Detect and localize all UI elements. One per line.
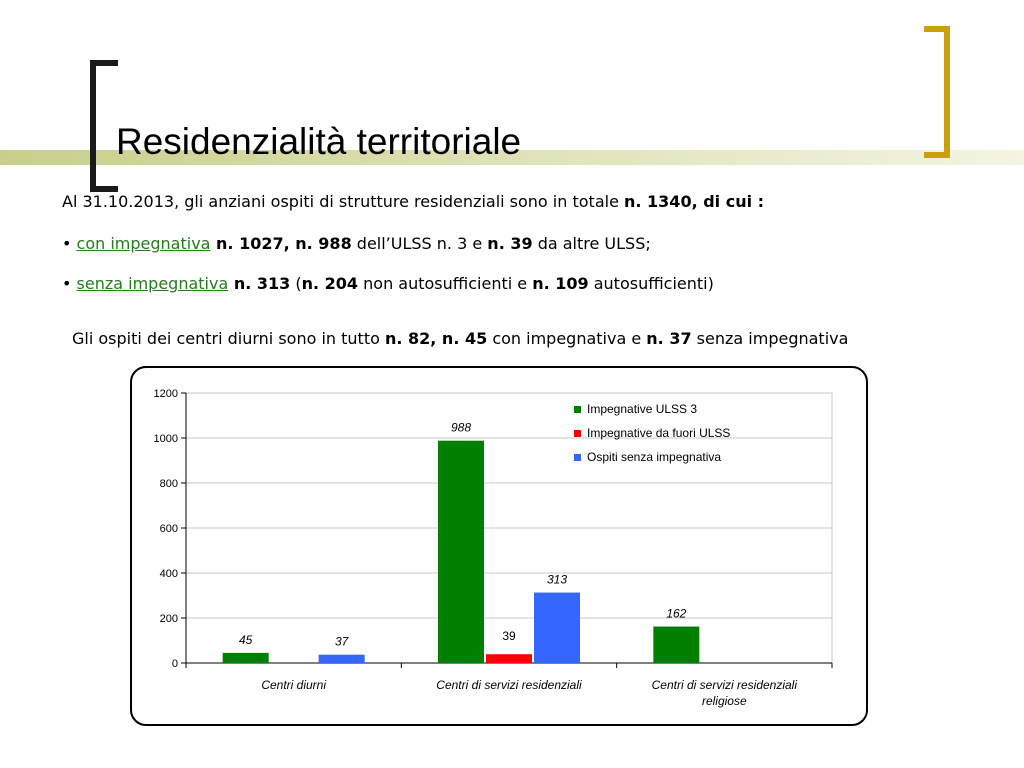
bar-ospiti-senza-impegnativa — [534, 593, 580, 663]
right-bracket-decoration — [924, 26, 950, 158]
count-with-impegnativa: n. 1027, n. 988 — [210, 234, 352, 253]
legend-label: Ospiti senza impegnativa — [587, 450, 722, 464]
day-centers-without-count: n. 37 — [646, 329, 692, 348]
paren-open: ( — [290, 274, 302, 293]
legend-label: Impegnative ULSS 3 — [587, 402, 698, 416]
bar-chart — [132, 368, 866, 724]
x-category-label: Centri di servizi residenziali — [436, 678, 582, 692]
day-centers-text: Gli ospiti dei centri diurni sono in tutto — [72, 329, 385, 348]
y-tick-label: 800 — [159, 478, 178, 490]
left-bracket-decoration — [90, 60, 118, 192]
bullet-without-impegnativa — [62, 273, 714, 295]
bar-impegnative-da-fuori-ulss — [486, 654, 532, 663]
bullet-marker: • — [62, 234, 77, 253]
text-ulss-3: dell’ULSS n. 3 e — [351, 234, 488, 253]
y-tick-label: 600 — [159, 523, 178, 535]
day-centers-line — [72, 328, 848, 350]
text-self-sufficient: autosufficienti) — [588, 274, 714, 293]
y-tick-label: 400 — [159, 568, 178, 580]
legend-swatch — [574, 430, 581, 437]
chart-frame — [130, 366, 868, 726]
x-category-label: Centri diurni — [261, 678, 327, 692]
bar-impegnative-ulss-3 — [653, 627, 699, 663]
bullet-marker: • — [62, 274, 77, 293]
text-other-ulss: da altre ULSS; — [532, 234, 651, 253]
day-centers-text-mid: con impegnativa e — [487, 329, 647, 348]
data-label: 39 — [502, 629, 516, 644]
link-con-impegnativa[interactable]: con impegnativa — [76, 234, 211, 253]
page-title: Residenzialità territoriale — [116, 121, 522, 162]
bar-impegnative-ulss-3 — [438, 441, 484, 663]
count-other-ulss: n. 39 — [487, 234, 533, 253]
bullet-with-impegnativa — [62, 233, 651, 255]
y-tick-label: 200 — [159, 613, 178, 625]
summary-line — [62, 191, 764, 213]
count-non-self-sufficient: n. 204 — [301, 274, 359, 293]
legend-swatch — [574, 454, 581, 461]
data-label: 37 — [334, 634, 349, 649]
data-label: 162 — [666, 606, 687, 621]
y-tick-label: 1200 — [153, 388, 178, 400]
data-label: 313 — [546, 572, 568, 587]
data-label: 45 — [238, 632, 253, 647]
summary-text: Al 31.10.2013, gli anziani ospiti di strutture residenziali sono in totale — [62, 192, 624, 211]
text-non-self-sufficient: non autosufficienti e — [358, 274, 533, 293]
summary-total: n. 1340, di cui : — [624, 192, 765, 211]
count-self-sufficient: n. 109 — [532, 274, 589, 293]
y-tick-label: 1000 — [153, 433, 178, 445]
legend-swatch — [574, 406, 581, 413]
x-category-label: Centri di servizi residenziali religiose — [651, 678, 798, 708]
day-centers-counts: n. 82, n. 45 — [384, 329, 488, 348]
bar-impegnative-ulss-3 — [223, 653, 269, 663]
count-without-impegnativa: n. 313 — [228, 274, 291, 293]
y-tick-label: 0 — [171, 658, 178, 670]
bar-ospiti-senza-impegnativa — [319, 655, 365, 663]
link-senza-impegnativa[interactable]: senza impegnativa — [76, 274, 229, 293]
day-centers-text-end: senza impegnativa — [691, 329, 849, 348]
data-label: 988 — [450, 420, 472, 435]
legend-label: Impegnative da fuori ULSS — [587, 426, 731, 440]
